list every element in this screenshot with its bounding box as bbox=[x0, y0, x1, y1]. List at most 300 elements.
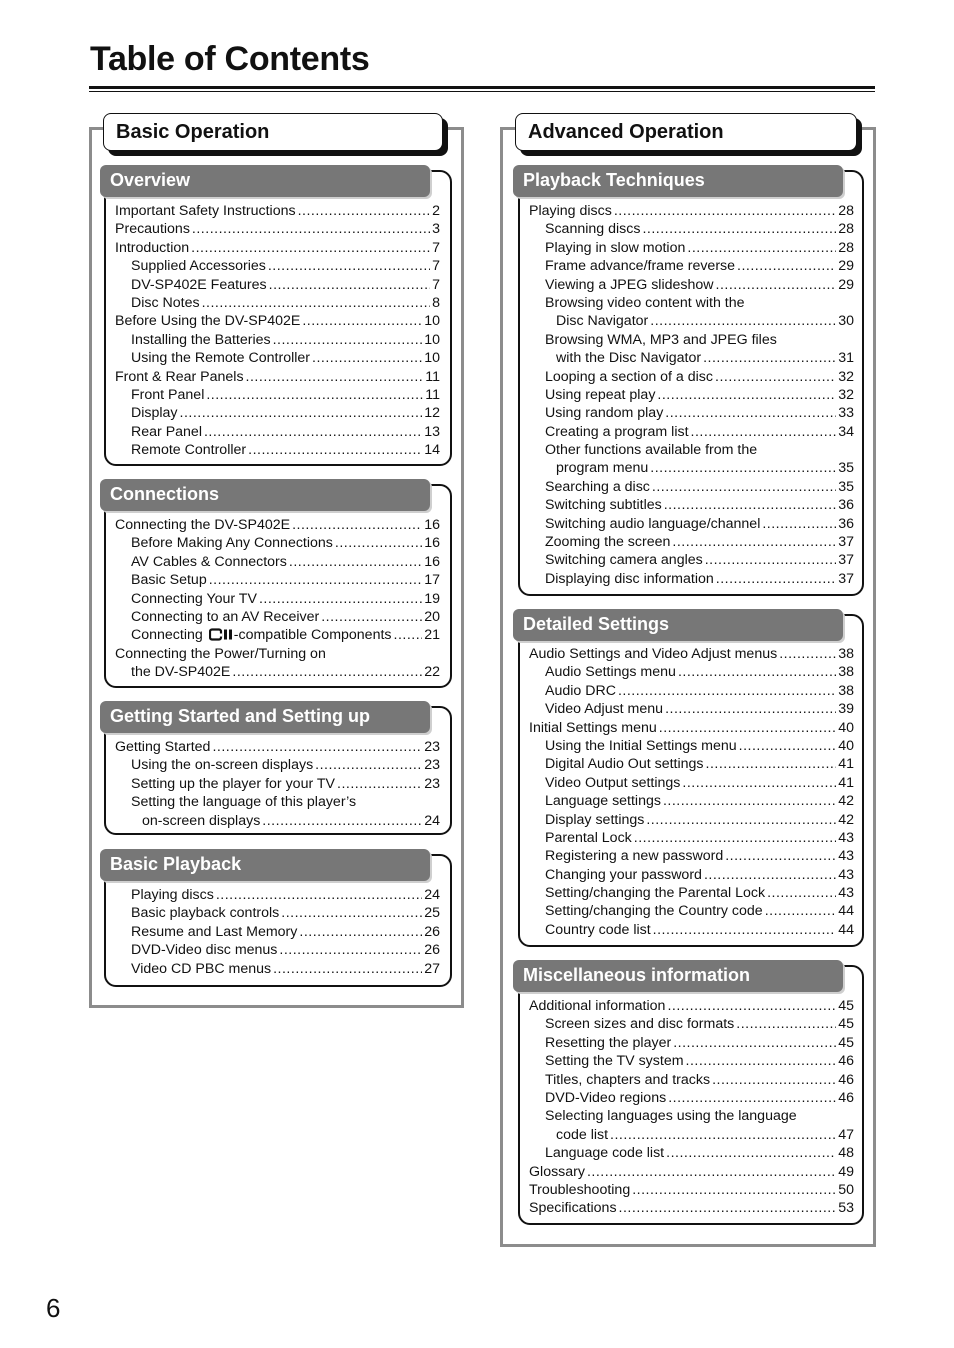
toc-page-number: 33 bbox=[838, 405, 854, 422]
toc-entry-title: Additional information bbox=[529, 998, 666, 1014]
toc-entry[interactable] bbox=[115, 220, 440, 238]
toc-entry[interactable] bbox=[529, 847, 854, 865]
toc-leader-dots bbox=[192, 220, 430, 238]
toc-entry-title: Playing in slow motion bbox=[545, 239, 686, 256]
toc-page-number: 16 bbox=[424, 517, 440, 533]
toc-entry-title: Using repeat play bbox=[545, 386, 656, 403]
toc-page-number: 17 bbox=[424, 572, 440, 589]
toc-leader-dots bbox=[663, 792, 836, 810]
toc-page-number: 46 bbox=[838, 1071, 854, 1088]
toc-entry-title: Disc Navigator bbox=[556, 313, 649, 330]
toc-entry-title: Looping a section of a disc bbox=[545, 368, 713, 385]
toc-entry[interactable] bbox=[529, 257, 854, 275]
toc-entry-title: Troubleshooting bbox=[529, 1181, 631, 1198]
toc-page-number: 38 bbox=[838, 682, 854, 699]
toc-entry[interactable] bbox=[529, 1107, 854, 1125]
toc-page-number: 28 bbox=[838, 203, 854, 219]
toc-leader-dots bbox=[703, 349, 836, 367]
toc-entry-title: Searching a disc bbox=[545, 478, 650, 495]
toc-entry[interactable] bbox=[529, 404, 854, 422]
toc-entry[interactable] bbox=[115, 534, 440, 552]
toc-entry-title: AV Cables & Connectors bbox=[131, 553, 287, 570]
toc-entry-title: Audio DRC bbox=[545, 682, 616, 699]
toc-leader-dots bbox=[587, 1163, 836, 1181]
toc-page-number: 43 bbox=[838, 885, 854, 902]
toc-entry-title: Connecting Your TV bbox=[131, 590, 257, 607]
toc-page-number: 16 bbox=[424, 553, 440, 570]
toc-entry[interactable] bbox=[529, 811, 854, 829]
toc-entry[interactable] bbox=[529, 441, 854, 459]
toc-leader-dots bbox=[650, 312, 836, 330]
toc-entry[interactable] bbox=[529, 459, 854, 477]
toc-leader-dots bbox=[289, 553, 422, 571]
toc-entry-title: Using random play bbox=[545, 405, 664, 422]
toc-page-number: 2 bbox=[432, 203, 440, 219]
toc-leader-dots bbox=[678, 663, 836, 681]
toc-entry-title: Scanning discs bbox=[545, 221, 641, 238]
toc-page-number: 20 bbox=[424, 608, 440, 625]
toc-leader-dots bbox=[394, 626, 423, 644]
toc-entry[interactable] bbox=[529, 884, 854, 902]
toc-entry[interactable] bbox=[529, 515, 854, 533]
page-number: 6 bbox=[46, 1293, 61, 1323]
toc-leader-dots bbox=[298, 202, 431, 220]
toc-page-number: 32 bbox=[838, 368, 854, 385]
toc-page-number: 28 bbox=[838, 239, 854, 256]
toc-leader-dots bbox=[204, 423, 422, 441]
toc-entry-title: Disc Notes bbox=[131, 294, 200, 311]
section-header-miscellaneous: Miscellaneous information bbox=[513, 960, 843, 992]
toc-entry-title: Connecting -compatible Components bbox=[131, 627, 392, 644]
toc-list-overview bbox=[115, 202, 440, 459]
toc-page-number: 38 bbox=[838, 646, 854, 662]
toc-entry-title: with the Disc Navigator bbox=[556, 350, 702, 367]
toc-entry-title: Viewing a JPEG slideshow bbox=[545, 276, 714, 293]
toc-page-number: 38 bbox=[838, 664, 854, 681]
toc-entry[interactable] bbox=[529, 774, 854, 792]
toc-entry[interactable] bbox=[529, 331, 854, 349]
toc-entry[interactable] bbox=[115, 793, 440, 811]
toc-leader-dots bbox=[315, 756, 422, 774]
toc-entry-title: Digital Audio Out settings bbox=[545, 756, 704, 773]
toc-page-number: 27 bbox=[424, 960, 440, 977]
toc-list-miscellaneous bbox=[529, 997, 854, 1218]
toc-entry[interactable] bbox=[115, 571, 440, 589]
toc-leader-dots bbox=[212, 738, 422, 756]
basic-operation-header: Basic Operation bbox=[103, 113, 443, 151]
toc-entry-title: Glossary bbox=[529, 1163, 585, 1180]
toc-entry-title: Precautions bbox=[115, 221, 190, 238]
toc-leader-dots bbox=[619, 1199, 837, 1217]
toc-entry-title: Changing your password bbox=[545, 866, 702, 883]
toc-leader-dots bbox=[704, 866, 836, 884]
toc-entry-title: Before Making Any Connections bbox=[131, 535, 333, 552]
toc-page-number: 44 bbox=[838, 921, 854, 938]
toc-entry[interactable] bbox=[115, 775, 440, 793]
toc-leader-dots bbox=[725, 847, 836, 865]
toc-entry[interactable] bbox=[529, 1199, 854, 1217]
toc-entry[interactable] bbox=[529, 902, 854, 920]
toc-page-number: 43 bbox=[838, 848, 854, 865]
toc-leader-dots bbox=[657, 386, 836, 404]
toc-entry[interactable] bbox=[529, 202, 854, 220]
toc-entry[interactable] bbox=[115, 553, 440, 571]
toc-entry[interactable] bbox=[115, 404, 440, 422]
toc-entry-title: Setting up the player for your TV bbox=[131, 775, 335, 792]
toc-entry[interactable] bbox=[115, 349, 440, 367]
toc-entry-title: DV-SP402E Features bbox=[131, 276, 267, 293]
toc-page-number: 40 bbox=[838, 737, 854, 754]
toc-leader-dots bbox=[279, 941, 422, 959]
toc-entry[interactable] bbox=[115, 257, 440, 275]
toc-entry[interactable] bbox=[115, 608, 440, 626]
toc-leader-dots bbox=[686, 1052, 837, 1070]
toc-entry[interactable] bbox=[529, 551, 854, 569]
toc-entry-title: Before Using the DV-SP402E bbox=[115, 313, 301, 330]
toc-entry-title: Audio Settings and Video Adjust menus bbox=[529, 646, 778, 662]
toc-entry[interactable] bbox=[529, 570, 854, 588]
toc-entry[interactable] bbox=[115, 516, 440, 534]
toc-entry[interactable] bbox=[115, 738, 440, 756]
toc-entry[interactable] bbox=[115, 812, 440, 830]
toc-page-number: 29 bbox=[838, 258, 854, 275]
toc-entry[interactable] bbox=[529, 829, 854, 847]
toc-entry-title: Country code list bbox=[545, 921, 651, 938]
toc-entry[interactable] bbox=[529, 645, 854, 663]
toc-page-number: 7 bbox=[432, 258, 440, 275]
toc-page-number: 10 bbox=[424, 313, 440, 330]
toc-entry-title: Display settings bbox=[545, 811, 645, 828]
toc-entry-title: Audio Settings menu bbox=[545, 664, 676, 681]
toc-page-number: 46 bbox=[838, 1089, 854, 1106]
toc-leader-dots bbox=[739, 737, 837, 755]
toc-entry[interactable] bbox=[529, 1052, 854, 1070]
toc-leader-dots bbox=[209, 571, 423, 589]
toc-entry-title: Titles, chapters and tracks bbox=[545, 1071, 711, 1088]
toc-leader-dots bbox=[646, 811, 836, 829]
toc-entry-title: Switching subtitles bbox=[545, 497, 662, 514]
toc-page-number: 40 bbox=[838, 719, 854, 736]
section-header-basic-playback: Basic Playback bbox=[100, 849, 430, 881]
toc-leader-dots bbox=[292, 516, 422, 534]
toc-entry[interactable] bbox=[529, 737, 854, 755]
toc-entry[interactable] bbox=[115, 756, 440, 774]
toc-page-number: 47 bbox=[838, 1126, 854, 1143]
toc-leader-dots bbox=[618, 682, 836, 700]
toc-entry-title: Connecting the DV-SP402E bbox=[115, 517, 291, 533]
toc-entry[interactable] bbox=[115, 645, 440, 663]
toc-entry-title: Initial Settings menu bbox=[529, 719, 657, 736]
toc-leader-dots bbox=[666, 1144, 836, 1162]
toc-entry[interactable] bbox=[115, 202, 440, 220]
toc-entry-title: Rear Panel bbox=[131, 423, 202, 440]
toc-leader-dots bbox=[665, 404, 836, 422]
toc-entry-title: Selecting languages using the language bbox=[545, 1108, 797, 1125]
toc-entry[interactable] bbox=[529, 294, 854, 312]
toc-leader-dots bbox=[673, 1034, 836, 1052]
toc-entry-title: Connecting the Power/Turning on bbox=[115, 645, 326, 662]
toc-entry[interactable] bbox=[529, 386, 854, 404]
toc-entry[interactable] bbox=[115, 904, 440, 922]
toc-entry-title: Zooming the screen bbox=[545, 534, 671, 551]
toc-entry[interactable] bbox=[529, 997, 854, 1015]
toc-page-number: 43 bbox=[838, 866, 854, 883]
toc-leader-dots bbox=[632, 1181, 836, 1199]
toc-entry-title: Language code list bbox=[545, 1145, 665, 1162]
toc-entry[interactable] bbox=[529, 423, 854, 441]
toc-leader-dots bbox=[232, 663, 422, 681]
toc-leader-dots bbox=[706, 755, 837, 773]
toc-leader-dots bbox=[715, 368, 836, 386]
toc-entry[interactable] bbox=[529, 312, 854, 330]
toc-entry[interactable] bbox=[529, 755, 854, 773]
toc-leader-dots bbox=[180, 404, 423, 422]
toc-page-number: 43 bbox=[838, 829, 854, 846]
toc-entry[interactable] bbox=[529, 792, 854, 810]
toc-entry[interactable] bbox=[115, 276, 440, 294]
toc-entry[interactable] bbox=[529, 1126, 854, 1144]
toc-entry-title: Using the on-screen displays bbox=[131, 757, 314, 774]
toc-page-number: 46 bbox=[838, 1053, 854, 1070]
toc-list-connections bbox=[115, 516, 440, 682]
toc-page-number: 10 bbox=[424, 350, 440, 367]
toc-entry-title: Introduction bbox=[115, 239, 190, 256]
toc-entry-title: Supplied Accessories bbox=[131, 258, 266, 275]
toc-page-number: 37 bbox=[838, 570, 854, 587]
toc-leader-dots bbox=[269, 276, 430, 294]
toc-list-playback-techniques bbox=[529, 202, 854, 588]
toc-page-number: 49 bbox=[838, 1163, 854, 1180]
toc-entry-title: Front & Rear Panels bbox=[115, 368, 244, 385]
toc-entry[interactable] bbox=[529, 663, 854, 681]
toc-page-number: 11 bbox=[425, 386, 440, 403]
toc-entry[interactable] bbox=[529, 719, 854, 737]
toc-entry-title: Parental Lock bbox=[545, 829, 632, 846]
toc-entry[interactable] bbox=[529, 682, 854, 700]
toc-leader-dots bbox=[716, 570, 836, 588]
advanced-operation-header: Advanced Operation bbox=[515, 113, 857, 151]
toc-leader-dots bbox=[246, 368, 424, 386]
toc-entry[interactable] bbox=[115, 941, 440, 959]
toc-page-number: 3 bbox=[432, 221, 440, 238]
toc-entry-title: Getting Started bbox=[115, 739, 211, 755]
toc-leader-dots bbox=[667, 997, 836, 1015]
toc-entry[interactable] bbox=[529, 478, 854, 496]
toc-page-number: 24 bbox=[424, 812, 440, 829]
toc-page-number: 31 bbox=[838, 350, 854, 367]
toc-leader-dots bbox=[634, 829, 836, 847]
toc-leader-dots bbox=[668, 1089, 836, 1107]
toc-entry[interactable] bbox=[115, 441, 440, 459]
toc-entry[interactable] bbox=[529, 368, 854, 386]
page-title: Table of Contents bbox=[90, 40, 370, 78]
toc-entry-title: Using the Remote Controller bbox=[131, 350, 310, 367]
toc-leader-dots bbox=[652, 478, 836, 496]
toc-leader-dots bbox=[687, 239, 836, 257]
toc-leader-dots bbox=[691, 423, 837, 441]
toc-page-number: 37 bbox=[838, 534, 854, 551]
toc-page-number: 34 bbox=[838, 423, 854, 440]
toc-entry-title: Display bbox=[131, 405, 178, 422]
section-header-playback-techniques: Playback Techniques bbox=[513, 165, 843, 197]
toc-entry[interactable] bbox=[529, 349, 854, 367]
toc-page-number: 28 bbox=[838, 221, 854, 238]
toc-page-number: 23 bbox=[424, 757, 440, 774]
toc-leader-dots bbox=[762, 515, 836, 533]
toc-page-number: 48 bbox=[838, 1145, 854, 1162]
toc-leader-dots bbox=[191, 239, 430, 257]
toc-entry[interactable] bbox=[529, 1015, 854, 1033]
toc-page-number: 12 bbox=[424, 405, 440, 422]
toc-entry[interactable] bbox=[529, 220, 854, 238]
toc-entry[interactable] bbox=[529, 276, 854, 294]
toc-list-detailed-settings bbox=[529, 645, 854, 939]
toc-entry[interactable] bbox=[115, 886, 440, 904]
toc-entry-title: Video Output settings bbox=[545, 774, 681, 791]
toc-entry-title: Playing discs bbox=[131, 887, 214, 903]
toc-page-number: 13 bbox=[424, 423, 440, 440]
toc-entry[interactable] bbox=[529, 239, 854, 257]
toc-leader-dots bbox=[281, 904, 422, 922]
toc-list-basic-playback bbox=[115, 886, 440, 978]
toc-entry-title: Setting/changing the Parental Lock bbox=[545, 885, 766, 902]
toc-page-number: 24 bbox=[424, 887, 440, 903]
toc-entry-title: Screen sizes and disc formats bbox=[545, 1016, 735, 1033]
toc-entry[interactable] bbox=[529, 1089, 854, 1107]
toc-entry[interactable] bbox=[529, 921, 854, 939]
toc-entry-title: Setting the language of this player’s bbox=[131, 794, 357, 811]
toc-page-number: 42 bbox=[838, 811, 854, 828]
toc-entry-title: Important Safety Instructions bbox=[115, 203, 296, 219]
toc-page-number: 39 bbox=[838, 701, 854, 718]
toc-entry-title: Basic Setup bbox=[131, 572, 207, 589]
toc-page-number: 19 bbox=[424, 590, 440, 607]
toc-leader-dots bbox=[664, 496, 837, 514]
toc-entry[interactable] bbox=[529, 1071, 854, 1089]
toc-entry[interactable] bbox=[529, 496, 854, 514]
toc-page-number: 42 bbox=[838, 793, 854, 810]
toc-entry-title: Setting the TV system bbox=[545, 1053, 684, 1070]
toc-entry-title: DVD-Video disc menus bbox=[131, 942, 278, 959]
toc-leader-dots bbox=[653, 921, 837, 939]
title-rule bbox=[89, 86, 875, 89]
toc-page-number: 45 bbox=[838, 998, 854, 1014]
toc-leader-dots bbox=[273, 331, 423, 349]
toc-entry[interactable] bbox=[529, 533, 854, 551]
toc-entry[interactable] bbox=[115, 331, 440, 349]
toc-entry-title: Front Panel bbox=[131, 386, 205, 403]
toc-leader-dots bbox=[767, 884, 836, 902]
toc-leader-dots bbox=[716, 276, 837, 294]
toc-page-number: 8 bbox=[432, 294, 440, 311]
toc-entry-title: Displaying disc information bbox=[545, 570, 714, 587]
section-header-overview: Overview bbox=[100, 165, 430, 197]
toc-entry-title: Connecting to an AV Receiver bbox=[131, 608, 320, 625]
toc-page-number: 7 bbox=[432, 276, 440, 293]
toc-entry-title: Browsing video content with the bbox=[545, 294, 745, 311]
toc-page-number: 11 bbox=[425, 368, 440, 385]
toc-entry[interactable] bbox=[529, 1163, 854, 1181]
toc-entry[interactable] bbox=[115, 423, 440, 441]
toc-leader-dots bbox=[779, 645, 836, 663]
toc-leader-dots bbox=[665, 700, 836, 718]
toc-leader-dots bbox=[302, 312, 422, 330]
toc-leader-dots bbox=[337, 775, 422, 793]
toc-page-number: 45 bbox=[838, 1016, 854, 1033]
toc-entry[interactable] bbox=[115, 626, 440, 644]
toc-entry-title: Resetting the player bbox=[545, 1034, 672, 1051]
toc-page-number: 26 bbox=[424, 923, 440, 940]
toc-leader-dots bbox=[737, 257, 836, 275]
toc-page-number: 21 bbox=[424, 627, 440, 644]
toc-entry-title: Setting/changing the Country code bbox=[545, 903, 763, 920]
toc-entry-title: Using the Initial Settings menu bbox=[545, 737, 737, 754]
toc-entry[interactable] bbox=[115, 663, 440, 681]
toc-entry-title: Video CD PBC menus bbox=[131, 960, 272, 977]
toc-entry[interactable] bbox=[115, 590, 440, 608]
toc-entry[interactable] bbox=[115, 368, 440, 386]
toc-leader-dots bbox=[312, 349, 422, 367]
toc-entry-title: Switching camera angles bbox=[545, 552, 703, 569]
toc-entry[interactable] bbox=[115, 923, 440, 941]
section-header-getting-started: Getting Started and Setting up bbox=[100, 701, 430, 733]
toc-entry-title: Registering a new password bbox=[545, 848, 724, 865]
toc-leader-dots bbox=[202, 294, 431, 312]
toc-entry[interactable] bbox=[529, 866, 854, 884]
toc-entry-title: Playing discs bbox=[529, 203, 612, 219]
ri-logo-icon bbox=[209, 628, 233, 641]
toc-entry-title: Basic playback controls bbox=[131, 905, 280, 922]
toc-leader-dots bbox=[650, 459, 836, 477]
toc-page-number: 29 bbox=[838, 276, 854, 293]
toc-entry[interactable] bbox=[529, 700, 854, 718]
section-header-detailed-settings: Detailed Settings bbox=[513, 609, 843, 641]
toc-page-number: 23 bbox=[424, 775, 440, 792]
toc-entry[interactable] bbox=[115, 239, 440, 257]
toc-entry[interactable] bbox=[115, 294, 440, 312]
toc-leader-dots bbox=[262, 812, 422, 830]
toc-leader-dots bbox=[610, 1126, 836, 1144]
toc-leader-dots bbox=[614, 202, 836, 220]
toc-leader-dots bbox=[335, 534, 422, 552]
toc-entry[interactable] bbox=[529, 1181, 854, 1199]
toc-entry-title: Switching audio language/channel bbox=[545, 515, 761, 532]
toc-entry-title: Language settings bbox=[545, 793, 661, 810]
toc-page-number: 16 bbox=[424, 535, 440, 552]
toc-entry[interactable] bbox=[529, 1034, 854, 1052]
toc-page-number: 44 bbox=[838, 903, 854, 920]
toc-leader-dots bbox=[273, 960, 422, 978]
toc-list-getting-started bbox=[115, 738, 440, 830]
toc-entry[interactable] bbox=[115, 960, 440, 978]
toc-leader-dots bbox=[299, 923, 422, 941]
toc-entry-title: Video Adjust menu bbox=[545, 701, 664, 718]
toc-leader-dots bbox=[672, 533, 836, 551]
toc-entry[interactable] bbox=[115, 386, 440, 404]
toc-leader-dots bbox=[259, 590, 422, 608]
toc-leader-dots bbox=[712, 1071, 836, 1089]
toc-entry-title: the DV-SP402E bbox=[131, 664, 231, 681]
toc-leader-dots bbox=[682, 774, 836, 792]
toc-page-number: 35 bbox=[838, 478, 854, 495]
toc-entry-title: on-screen displays bbox=[142, 812, 261, 829]
toc-entry[interactable] bbox=[115, 312, 440, 330]
toc-page-number: 10 bbox=[424, 331, 440, 348]
toc-page-number: 22 bbox=[424, 664, 440, 681]
toc-entry-title: Resume and Last Memory bbox=[131, 923, 298, 940]
toc-page-number: 32 bbox=[838, 386, 854, 403]
toc-entry[interactable] bbox=[529, 1144, 854, 1162]
